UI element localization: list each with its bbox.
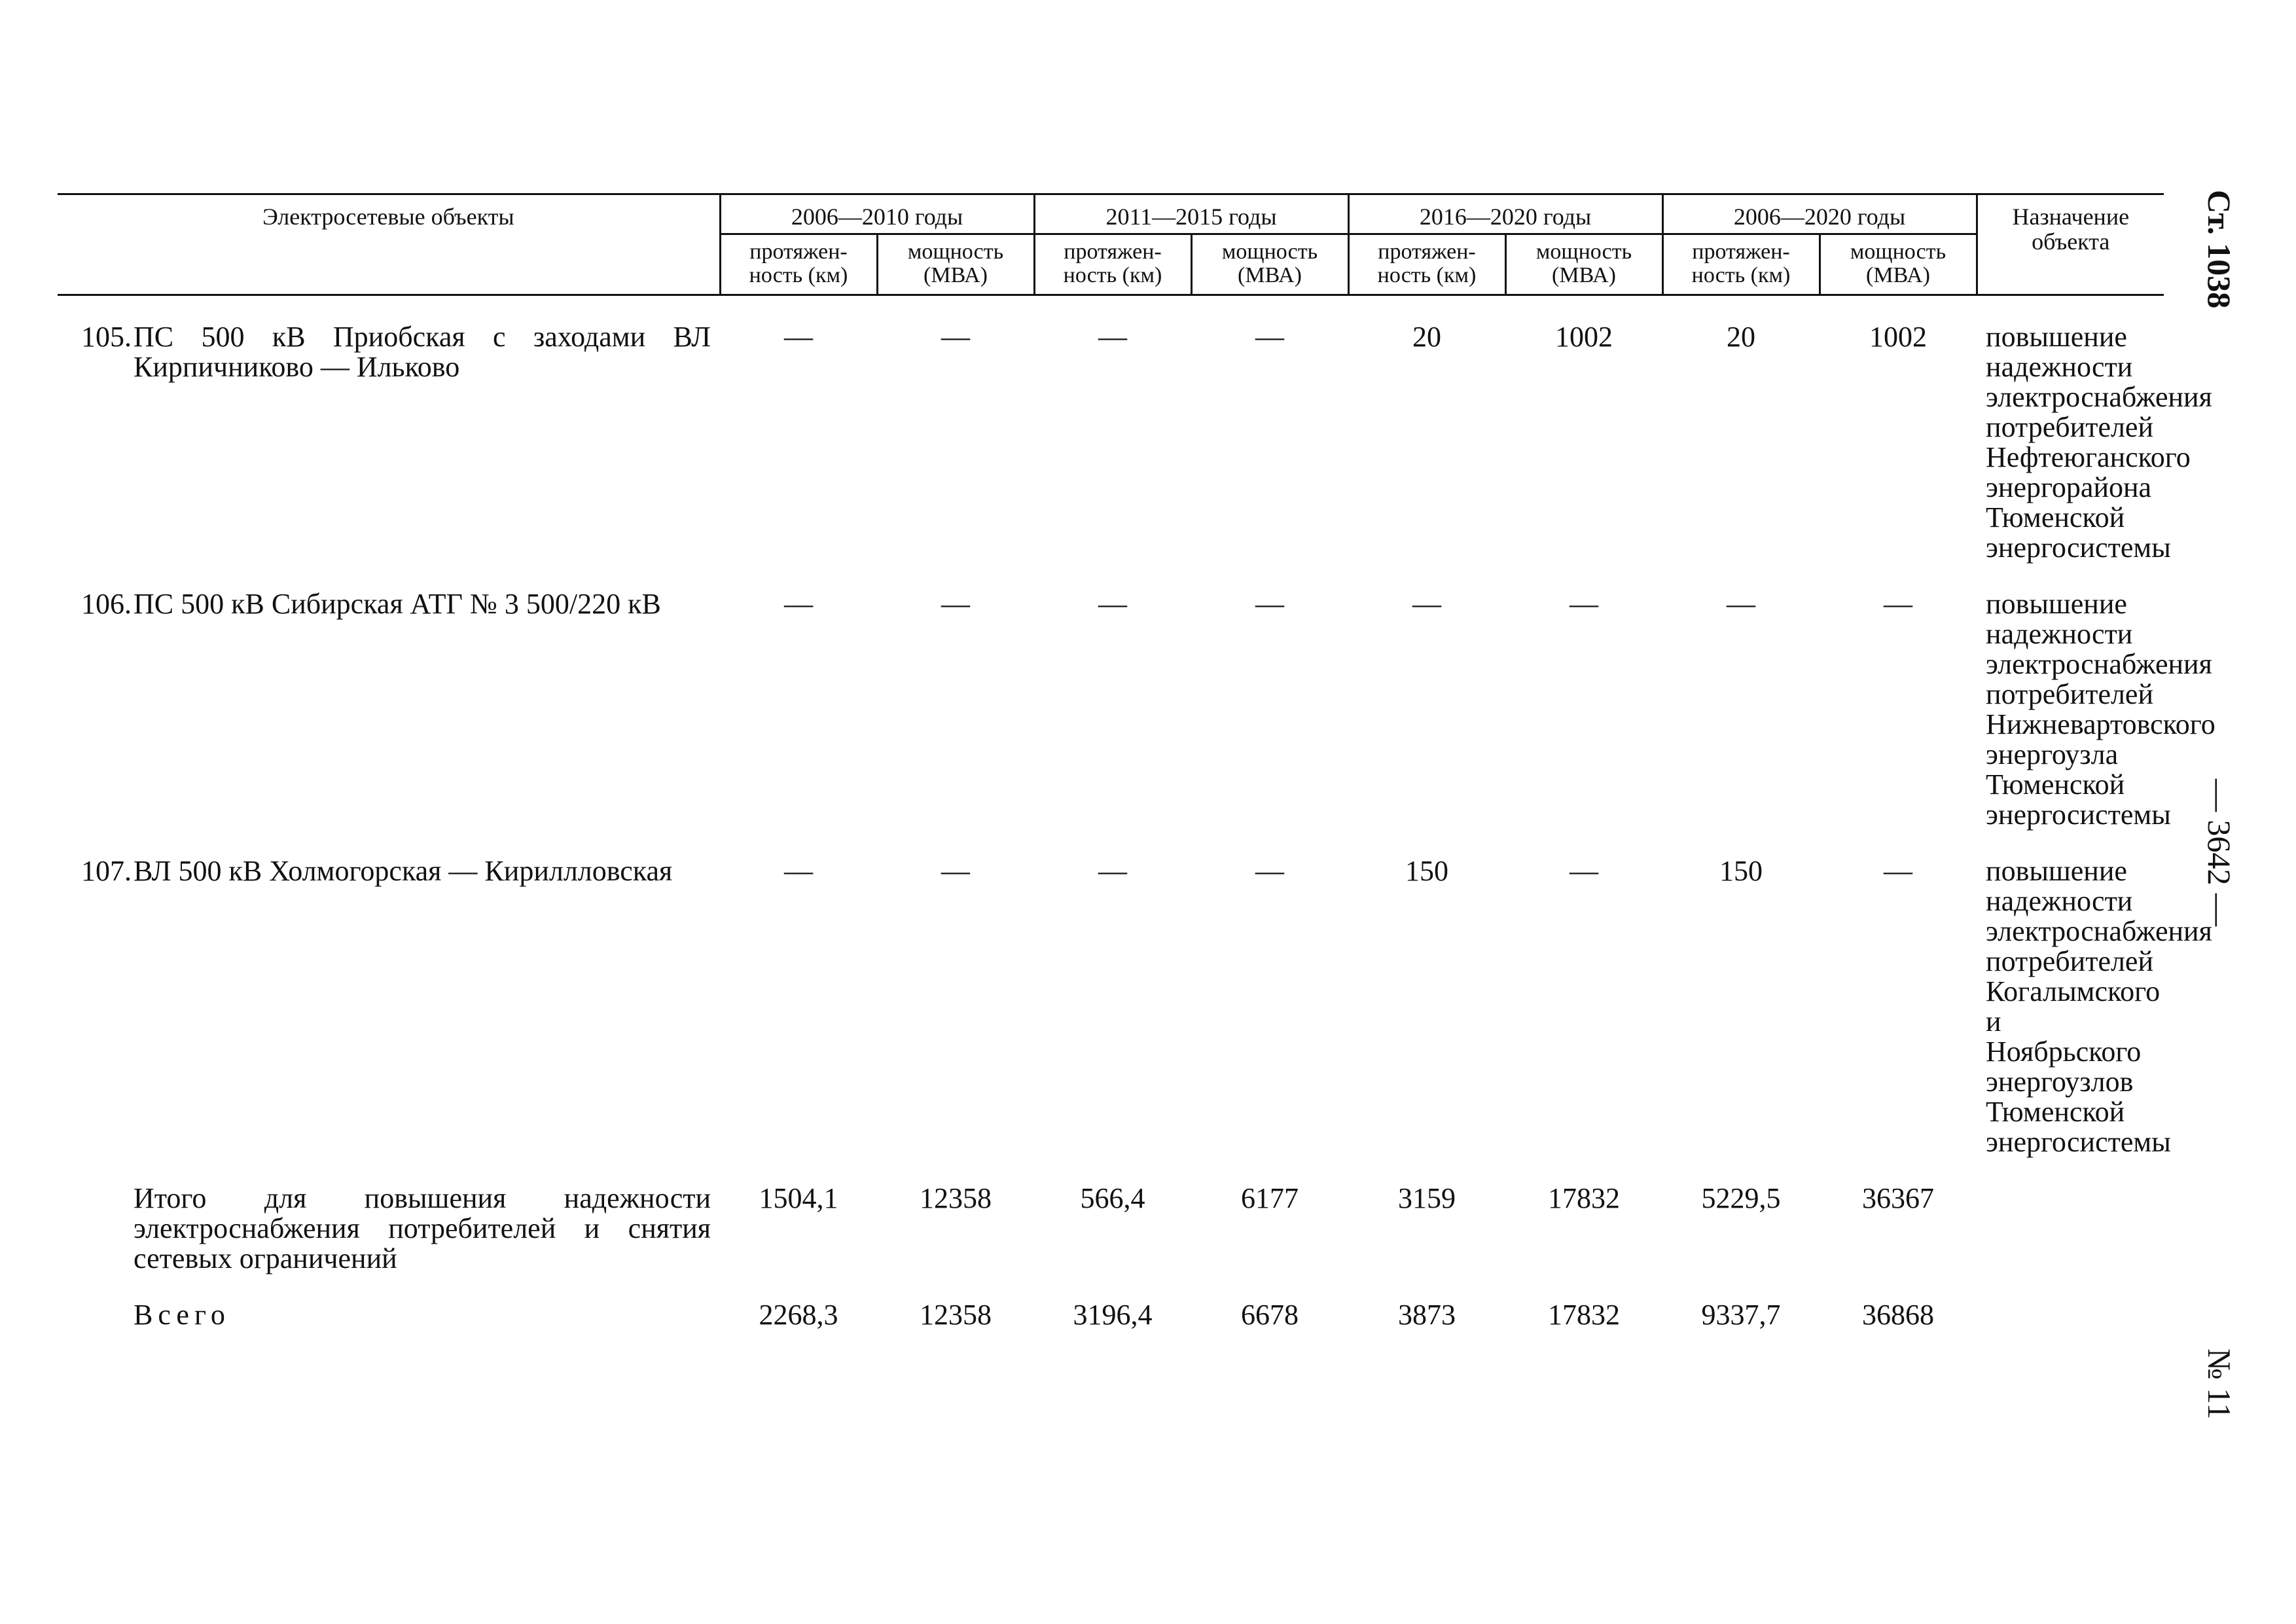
value-cell: — — [784, 588, 814, 620]
value-cell: — — [941, 855, 971, 887]
subheader-length: протяжен- ность (км) — [1662, 234, 1820, 295]
total-value: 3196,4 — [1073, 1299, 1153, 1331]
value-cell: — — [1884, 855, 1913, 887]
value-cell: — — [784, 321, 814, 353]
total-label: Всего — [134, 1299, 230, 1331]
value-cell: — — [784, 855, 814, 887]
value-cell: — — [1255, 588, 1285, 620]
subheader-power: мощность (МВА) — [877, 234, 1034, 295]
value-cell: 1002 — [1869, 321, 1928, 353]
subheader-power: мощность (МВА) — [1820, 234, 1977, 295]
row-number: 106. — [81, 588, 132, 620]
header-objects: Электросетевые объекты — [58, 194, 720, 295]
article-number: Ст. 1038 — [2201, 190, 2238, 309]
total-value: 17832 — [1548, 1299, 1621, 1331]
issue-number: № 11 — [2201, 1348, 2238, 1420]
total-row — [58, 1300, 2164, 1356]
page-number: — 3642 — — [2201, 779, 2238, 926]
header-period: 2006—2020 годы — [1662, 194, 1977, 234]
value-cell: — — [1255, 321, 1285, 353]
table-row — [58, 589, 2164, 856]
value-cell: 1002 — [1555, 321, 1613, 353]
value-cell: — — [1098, 588, 1128, 620]
subtotal-value: 566,4 — [1080, 1182, 1145, 1214]
value-cell: — — [1255, 855, 1285, 887]
value-cell: 150 — [1719, 855, 1763, 887]
row-number: 105. — [81, 321, 132, 353]
value-cell: 150 — [1405, 855, 1449, 887]
purpose-cell: повышение надежности электроснабжения потребителей Когалымского и Ноябрьского энергоузлов Тюменской энергосистемы — [1986, 855, 2212, 1158]
object-name: ПС 500 кВ Приобская с заходами ВЛ Кирпичниково — Ильково — [134, 321, 711, 383]
total-value: 3873 — [1398, 1299, 1456, 1331]
header-period: 2011—2015 годы — [1034, 194, 1348, 234]
purpose-cell: повышение надежности электроснабжения потребителей Нефтеюганского энергорайона Тюменской энергосистемы — [1986, 321, 2212, 564]
header-period: 2016—2020 годы — [1348, 194, 1662, 234]
value-cell: — — [1098, 855, 1128, 887]
total-value: 12358 — [920, 1299, 992, 1331]
value-cell: — — [1098, 321, 1128, 353]
subtotal-value: 36367 — [1862, 1182, 1935, 1214]
total-value: 6678 — [1241, 1299, 1299, 1331]
value-cell: — — [1570, 588, 1599, 620]
infrastructure-table — [58, 193, 2215, 1356]
subheader-length: протяжен- ность (км) — [1034, 234, 1191, 295]
subheader-length: протяжен- ность (км) — [1348, 234, 1505, 295]
value-cell: — — [941, 321, 971, 353]
table-row — [58, 295, 2164, 590]
total-value: 9337,7 — [1701, 1299, 1781, 1331]
purpose-cell: повышение надежности электроснабжения потребителей Нижневартовского энергоузла Тюменской энергосистемы — [1986, 588, 2215, 831]
value-cell: — — [1412, 588, 1442, 620]
subtotal-value: 3159 — [1398, 1182, 1456, 1214]
subtotal-value: 17832 — [1548, 1182, 1621, 1214]
value-cell: — — [1570, 855, 1599, 887]
value-cell: — — [1884, 588, 1913, 620]
subheader-power: мощность (МВА) — [1505, 234, 1662, 295]
value-cell: 20 — [1412, 321, 1442, 353]
subheader-power: мощность (МВА) — [1191, 234, 1348, 295]
value-cell: — — [941, 588, 971, 620]
row-number: 107. — [81, 855, 132, 887]
subtotal-value: 5229,5 — [1701, 1182, 1781, 1214]
header-period: 2006—2010 годы — [720, 194, 1034, 234]
subtotal-value: 1504,1 — [759, 1182, 838, 1214]
subheader-length: протяжен- ность (км) — [720, 234, 877, 295]
header-row — [58, 194, 2164, 234]
subtotal-row — [58, 1183, 2164, 1300]
header-purpose: Назначение объекта — [1977, 194, 2164, 295]
total-value: 36868 — [1862, 1299, 1935, 1331]
object-name: ВЛ 500 кВ Холмогорская — Кириллловская — [134, 855, 673, 887]
subtotal-value: 12358 — [920, 1182, 992, 1214]
subtotal-value: 6177 — [1241, 1182, 1299, 1214]
total-value: 2268,3 — [759, 1299, 838, 1331]
object-name: ПС 500 кВ Сибирская АТГ № 3 500/220 кВ — [134, 588, 661, 620]
table-row — [58, 856, 2164, 1183]
subtotal-label: Итого для повышения надежности электроснабжения потребителей и снятия сетевых ограничений — [134, 1182, 711, 1274]
value-cell: 20 — [1727, 321, 1756, 353]
value-cell: — — [1727, 588, 1756, 620]
